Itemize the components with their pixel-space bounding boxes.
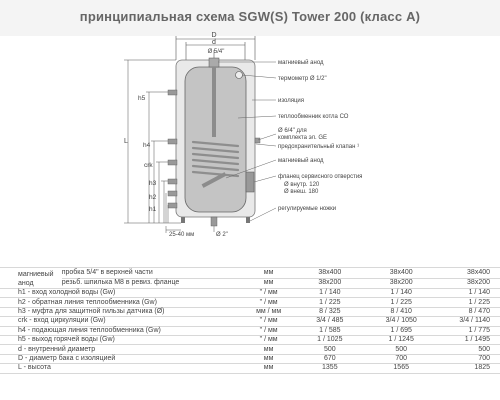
anode-plug [209, 58, 219, 67]
row-value-3: 1 / 775 [437, 326, 500, 335]
table-row [0, 298, 500, 307]
dim-top-conn-label: Ø 5/4" [207, 49, 225, 55]
dim-D-label: D [211, 32, 217, 39]
row-value-1: 1355 [294, 364, 365, 373]
row-unit: " / мм [243, 289, 294, 298]
row-value-1: 1 / 225 [294, 298, 365, 307]
callout-safety-valve: предохранительный клапан ¹ [278, 144, 360, 150]
row-name: h1 - вход холодной воды (Gw) [0, 289, 243, 298]
table-row [0, 354, 500, 363]
callout-anode-bottom: магниевый анод [278, 158, 324, 164]
row-unit: мм [243, 345, 294, 354]
row-value-2: 38x200 [365, 278, 437, 289]
table-row [0, 268, 500, 279]
dim-h3-label: h3 [149, 180, 157, 187]
row-unit: мм [243, 354, 294, 363]
row-value-3: 1 / 140 [437, 289, 500, 298]
table-row [0, 278, 500, 289]
anode-group-label: магниевый анод [0, 268, 62, 289]
dim-h1-label: h1 [149, 206, 157, 213]
callout-flange: фланец сервисного отверстия [278, 174, 363, 180]
row-name: L - высота [0, 364, 243, 373]
magnesium-anode-top [212, 67, 216, 137]
row-value-3: 1825 [437, 364, 500, 373]
table-row [0, 364, 500, 373]
row-value-1: 1 / 585 [294, 326, 365, 335]
row-unit: " / мм [243, 298, 294, 307]
row-value-1: 38x400 [294, 268, 365, 279]
callout-flange-outer: Ø внеш. 180 [284, 189, 319, 195]
row-unit: мм [243, 278, 294, 289]
row-unit: " / мм [243, 317, 294, 326]
row-value-2: 500 [365, 345, 437, 354]
table-row [0, 345, 500, 354]
row-name: h3 - муфта для защитной гильзы датчика (Ø) [0, 307, 243, 316]
dim-d-label: d [212, 39, 216, 46]
row-value-2: 38x400 [365, 268, 437, 279]
bottom-gap-label: 25-40 мм [169, 232, 195, 238]
callout-thermometer: термометр Ø 1/2" [278, 76, 327, 82]
dim-h5-label: h5 [138, 95, 146, 102]
row-unit: мм [243, 364, 294, 373]
row-unit: " / мм [243, 335, 294, 344]
row-value-3: 1 / 1495 [437, 335, 500, 344]
row-value-3: 1 / 225 [437, 298, 500, 307]
row-name: D - диаметр бака с изоляцией [0, 354, 243, 363]
thermometer-icon [236, 72, 243, 79]
row-value-1: 3/4 / 485 [294, 317, 365, 326]
callout-ge-port-2: комплекта эл. GE [278, 135, 328, 141]
row-value-1: 670 [294, 354, 365, 363]
row-value-2: 1 / 225 [365, 298, 437, 307]
row-name: h4 - подающая линия теплообменника (Gw) [0, 326, 243, 335]
callout-insulation: изоляция [278, 98, 305, 104]
row-value-2: 3/4 / 1050 [365, 317, 437, 326]
row-value-3: 700 [437, 354, 500, 363]
service-flange [246, 172, 254, 192]
bottom-conn-label: Ø 2" [216, 232, 228, 238]
table-row [0, 335, 500, 344]
callout-flange-inner: Ø внутр. 120 [284, 182, 320, 188]
row-name: d - внутренний диаметр [0, 345, 243, 354]
row-value-2: 8 / 410 [365, 307, 437, 316]
page-title: принципиальная схема SGW(S) Tower 200 (класс А) [79, 9, 421, 24]
row-value-1: 1 / 140 [294, 289, 365, 298]
callout-anode-top: магниевый анод [278, 60, 324, 66]
dim-crk-label: crk [144, 162, 153, 169]
row-unit: мм / мм [243, 307, 294, 316]
row-value-1: 1 / 1025 [294, 335, 365, 344]
row-value-3: 38x200 [437, 278, 500, 289]
row-name: crk - вход циркуляции (Gw) [0, 317, 243, 326]
row-value-2: 1 / 140 [365, 289, 437, 298]
row-value-2: 1 / 1245 [365, 335, 437, 344]
spec-table [0, 267, 500, 374]
row-value-3: 38x400 [437, 268, 500, 279]
row-name: резьб. шпилька M8 в ревиз. фланце [62, 278, 243, 289]
row-value-3: 3/4 / 1140 [437, 317, 500, 326]
dim-L-label: L [124, 138, 128, 145]
row-unit: " / мм [243, 326, 294, 335]
table-row [0, 307, 500, 316]
row-unit: мм [243, 268, 294, 279]
row-value-3: 500 [437, 345, 500, 354]
bottom-drain [211, 217, 217, 226]
row-value-2: 700 [365, 354, 437, 363]
row-value-1: 38x200 [294, 278, 365, 289]
row-value-1: 500 [294, 345, 365, 354]
row-name: h5 - выход горячей воды (Gw) [0, 335, 243, 344]
table-row [0, 289, 500, 298]
callout-ge-port-1: Ø 6/4" для [278, 128, 307, 134]
row-value-2: 1565 [365, 364, 437, 373]
callout-feet: регулируемые ножки [278, 206, 337, 212]
row-name: пробка 5/4" в верхней части [62, 268, 243, 279]
table-row [0, 326, 500, 335]
callout-heat-exchanger: теплообменник котла СО [278, 114, 349, 120]
table-row [0, 317, 500, 326]
row-value-1: 8 / 325 [294, 307, 365, 316]
row-value-3: 8 / 470 [437, 307, 500, 316]
dim-h4-label: h4 [143, 142, 151, 149]
row-name: h2 - обратная линия теплообменника (Gw) [0, 298, 243, 307]
row-value-2: 1 / 695 [365, 326, 437, 335]
dim-h2-label: h2 [149, 194, 157, 201]
